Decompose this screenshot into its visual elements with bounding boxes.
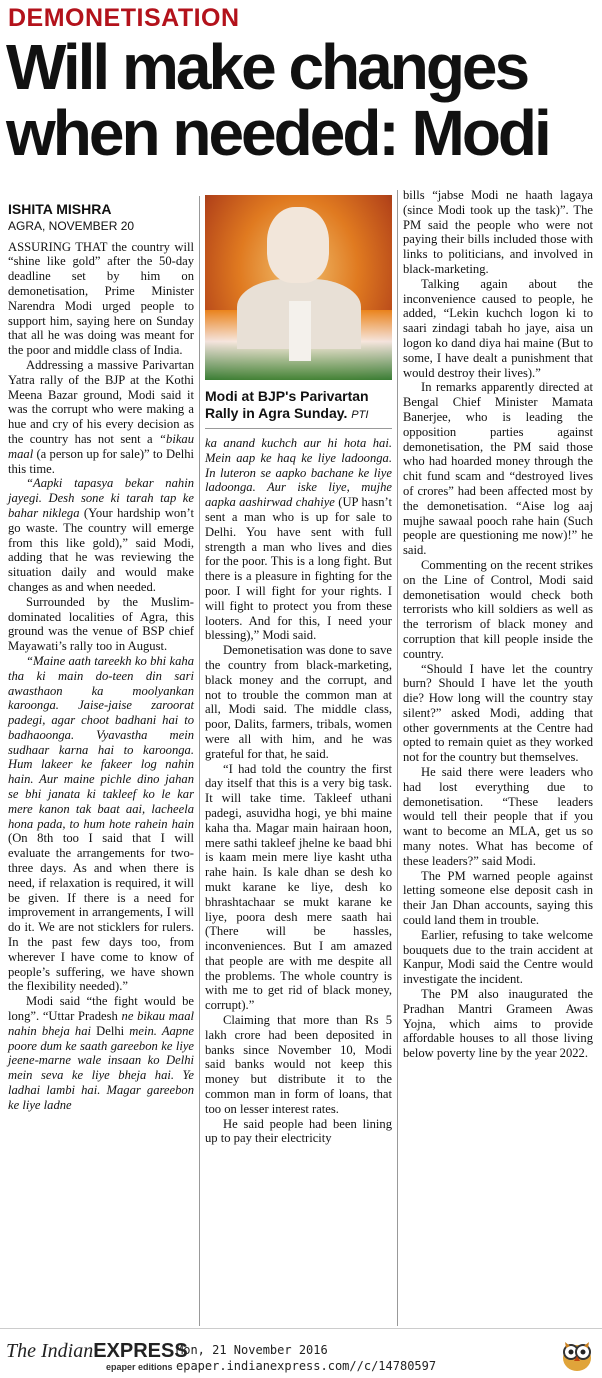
- paragraph: [8, 476, 194, 594]
- headline: Will make changes when needed: Modi: [6, 31, 549, 169]
- paragraph: [403, 765, 593, 869]
- paragraph: [205, 1013, 392, 1117]
- edition-url[interactable]: epaper.indianexpress.com//c/14780597: [176, 1359, 437, 1373]
- paragraph: [403, 277, 593, 381]
- news-photo: [205, 195, 392, 380]
- text-segment: (Your hardship won’t go waste. The country will emerge from this like gold),” said Modi, adding that he was reviewing the situation daily and would make changes as and when needed.: [8, 505, 194, 594]
- column-2-body: [205, 436, 392, 1146]
- photo-figure-head: [267, 207, 329, 283]
- text-segment: (On 8th too I said that I will evaluate the arrangements for two-three days. As and when there is need, if relaxation is required, it will be given. If there is a need for improvement in arrangements, I will do it. We are not sticklers for rulers. In the past few days too, from wherever I have come to know of people’s suffering, we have shown the flexibility needed).”: [8, 831, 194, 994]
- article-column-2: [205, 436, 392, 1146]
- text-segment: (a person up for sale)” to Delhi this time.: [8, 446, 194, 476]
- edition-date: Mon, 21 November 2016: [176, 1343, 328, 1357]
- text-segment: Talking again about the inconvenience caused to people, he added, “Lekin kuchch logon ki to saari zindagi tabah ho jaye, aisa un logon ko dand diya hai maine (But to some, I have dealt a punishment that would destroy their lives).”: [403, 276, 593, 380]
- text-segment: Claiming that more than Rs 5 lakh crore had been deposited in banks since November 10, Modi said banks would not keep this money but distribute it to the common man in form of loans, that too on lesser interest rates.: [205, 1013, 392, 1116]
- text-segment: Surrounded by the Muslim-dominated localities of Agra, this ground was the venue of BSP chief Mayawati’s rally too in August.: [8, 594, 194, 654]
- text-segment: Demonetisation was done to save the country from black-marketing, black money and the corrupt, and not to trouble the common man at all, Modi said. The middle class, poor, Dalits, farmers, tribals, women were all with him, and he was grateful for that, he said.: [205, 643, 392, 761]
- byline: ISHITA MISHRA: [8, 201, 112, 217]
- article-column-1: [8, 202, 194, 1113]
- paragraph: [403, 188, 593, 277]
- footer-meta: [176, 1342, 436, 1374]
- paragraph: [8, 240, 194, 358]
- paragraph: [205, 436, 392, 643]
- paragraph: [205, 762, 392, 1014]
- italic-segment: “Aapki tapasya bekar nahin jayegi. Desh sone ki tarah tap ke bahar niklega: [8, 476, 194, 520]
- photo-speaker-box: [289, 301, 311, 361]
- paragraph: [403, 869, 593, 928]
- caption-text: Modi at BJP's Parivartan Rally in Agra Sunday.: [205, 388, 369, 421]
- owl-mascot-icon: [560, 1336, 594, 1372]
- paragraph: [8, 358, 194, 476]
- text-segment: Earlier, refusing to take welcome bouquets due to the train accident at Kanpur, Modi said the Centre would investigate the incident.: [403, 927, 593, 987]
- italic-segment: ka anand kuchch aur hi hota hai. Mein aap ke haq ke liye ladoonga. In luteron se aapko bachane ke liye ladoonga. Aur iske liye, mujhe aapka aashirwad chahiye: [205, 436, 392, 510]
- paragraph: [205, 1117, 392, 1147]
- column-divider: [199, 196, 200, 1326]
- paragraph: [403, 928, 593, 987]
- text-segment: Modi said “the fight would be long”. “Uttar Pradesh: [8, 994, 194, 1024]
- italic-segment: “Maine aath tareekh ko bhi kaha tha ki main do-teen din sari awasthaon ka moolyankan karoonga. Jaise-jaise zaroorat padegi, agar choot badhani hai to badhaoonga. Vyavastha mein sudhaar karna hai to karoonga. Hum lakeer ke fakeer log nahin hain. Aur maine pichle dino jahan se bhi janata ki takleef ko le kar mere kanon tak baat aai, lacheela hona pada, to hum hote rahein hain: [8, 653, 194, 831]
- text-segment: The PM also inaugurated the Pradhan Mantri Grameen Awas Yojna, which aims to provide affordable houses to all those living below poverty line by the year 2022.: [403, 987, 593, 1061]
- paragraph: [403, 987, 593, 1061]
- paragraph: [8, 595, 194, 654]
- article-column-3: [403, 188, 593, 1061]
- text-segment: He said people had been lining up to pay their electricity: [205, 1116, 392, 1146]
- brand-name: EXPRESS: [93, 1340, 188, 1362]
- paragraph: [403, 662, 593, 766]
- column-divider: [397, 190, 398, 1326]
- dateline: AGRA, NOVEMBER 20: [8, 218, 135, 233]
- text-segment: (UP hasn’t sent a man who is up for sale to Delhi. You have sent with full strength a man who lives and dies for the poor. This is a long fight. But there is a pleasure in fighting for the poor. I will fight for your rights. I will fight to protect you from these looters. And for this, I need your blessing),” Modi said.: [205, 495, 392, 643]
- text-segment: He said there were leaders who had lost everything due to demonetisation. “These leaders would tell their people that if you want to become an MLA, get us so many notes. What has become of these leaders?” said Modi.: [403, 765, 593, 868]
- text-segment: In remarks apparently directed at Bengal Chief Minister Mamata Banerjee, who is leading the opposition parties against demonetisation, the PM said those who had hoarded money through the chit fund scam and “destroyed lives of crores” had been affected most by the demonetisation. “Aise log aaj mujhe sawaal pooch rahe hain (Such people are questioning me now)!” he said.: [403, 380, 593, 558]
- paragraph: [8, 654, 194, 994]
- footer-rule: [0, 1328, 602, 1329]
- paragraph: [403, 558, 593, 662]
- text-segment: bills “jabse Modi ne haath lagaya (since Modi took up the task)”. The PM said the people who were not paying their bills included those with links to politicians, and involved in black-marketing.: [403, 188, 593, 276]
- italic-segment: mein. Aapne poore dum ke saath gareebon ke liye jeene-marne wale insaan ko Delhi mein seva ke liye bheja hai. Ye ladhai lambi hai. Magar gareebon ke liye ladne: [8, 1023, 194, 1112]
- photo-credit: PTI: [351, 409, 369, 421]
- text-segment: “Should I have let the country burn? Should I have let the youth die? How long will the country stay silent?” asked Modi, adding that other governments at the Centre had opted to remain quiet as they worked not for the country but themselves.: [403, 661, 593, 765]
- text-segment: The PM warned people against letting someone else deposit cash in their Jan Dhan accounts, saying this could land them in trouble.: [403, 868, 593, 928]
- italic-segment: ne bikau maal nahin bheja hai: [8, 1009, 194, 1038]
- column-3-body: [403, 188, 593, 1061]
- brand-logo: [6, 1340, 188, 1363]
- photo-caption: [205, 388, 392, 424]
- text-segment: Delhi: [91, 1023, 130, 1038]
- paragraph: [403, 380, 593, 558]
- caption-rule: [205, 428, 392, 429]
- brand-sub: epaper editions: [106, 1362, 173, 1372]
- text-segment: Commenting on the recent strikes on the Line of Control, Modi said demonetisation would check both terrorists who kill soldiers as well as the terrorism of black money and corruption that kill people inside the country.: [403, 557, 593, 661]
- text-segment: Addressing a massive Parivartan Yatra rally of the BJP at the Kothi Meena Bazar ground, Modi said it was the corrupt who were making a hue and cry of his every decision as the country has not sent a: [8, 357, 194, 446]
- text-segment: ASSURING THAT the country will “shine like gold” after the 50-day deadline set by him on demonetisation, Prime Minister Narendra Modi urged people to support him, saying here on Sunday that all he was doing was meant for the poor and middle class of India.: [8, 239, 194, 358]
- text-segment: “I had told the country the first day itself that this is a very big task. It will take time. Takleef uthani padegi, asuvidha hogi, ye bhi maine kaha tha. Magar main hairaan hoon, mere sathi takleef jhelne ke baad bhi is kaam mein mere liye kasht utha rahe hain. Is kale dhan se desh ko mukt karane ke liye, desh ko bhrashtachaar se mukt karane ke liye, poora desh mere saath hai (There will be hassles, inconveniences. But I am amazed that people are with me despite all the problems. The whole country is with me to get rid of black money, corrupt).”: [205, 761, 392, 1013]
- paragraph: [205, 643, 392, 761]
- column-1-body: [8, 240, 194, 1113]
- brand-the: The Indian: [6, 1340, 94, 1362]
- italic-segment: “bikau maal: [8, 431, 194, 461]
- section-kicker: DEMONETISATION: [8, 4, 240, 32]
- paragraph: [8, 994, 194, 1112]
